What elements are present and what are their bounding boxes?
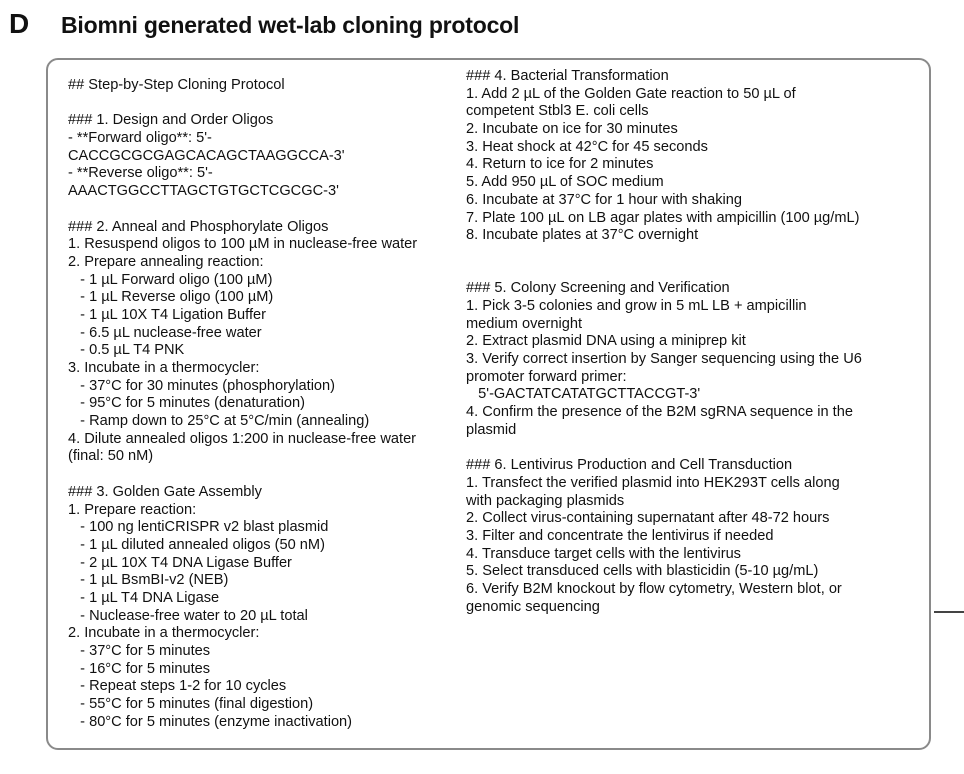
protocol-line: - Nuclease-free water to 20 µL total xyxy=(68,607,308,624)
protocol-line: 1. Transfect the verified plasmid into HEK293T cells along xyxy=(466,474,840,491)
protocol-line: - 80°C for 5 minutes (enzyme inactivation) xyxy=(68,713,353,730)
protocol-line: 5. Select transduced cells with blasticidin (5-10 µg/mL) xyxy=(466,563,819,580)
protocol-line: 2. Collect virus-containing supernatant after 48-72 hours xyxy=(466,510,830,527)
protocol-line: 2. Extract plasmid DNA using a miniprep kit xyxy=(466,333,746,350)
protocol-line: with packaging plasmids xyxy=(466,492,625,509)
protocol-line: 4. Transduce target cells with the lentivirus xyxy=(466,545,741,562)
protocol-line: - 6.5 µL nuclease-free water xyxy=(68,324,262,341)
protocol-line: ## Step-by-Step Cloning Protocol xyxy=(68,77,285,93)
protocol-line: - 1 µL diluted annealed oligos (50 nM) xyxy=(68,536,325,553)
protocol-line: 1. Add 2 µL of the Golden Gate reaction to 50 µL of xyxy=(466,85,796,102)
protocol-line: 1. Pick 3-5 colonies and grow in 5 mL LB + ampicillin xyxy=(466,297,807,314)
protocol-line: 5'-GACTATCATATGCTTACCGT-3' xyxy=(466,386,701,403)
protocol-line: ### 6. Lentivirus Production and Cell Transduction xyxy=(466,457,793,474)
protocol-line: 2. Prepare annealing reaction: xyxy=(68,253,264,270)
protocol-line: - 37°C for 30 minutes (phosphorylation) xyxy=(68,377,336,394)
protocol-line: ### 2. Anneal and Phosphorylate Oligos xyxy=(68,218,329,235)
protocol-line: 4. Return to ice for 2 minutes xyxy=(466,156,654,173)
protocol-line: 3. Filter and concentrate the lentivirus if needed xyxy=(466,527,774,544)
protocol-line: - 0.5 µL T4 PNK xyxy=(68,342,185,359)
left-column xyxy=(68,77,417,731)
protocol-line: 8. Incubate plates at 37°C overnight xyxy=(466,227,699,244)
protocol-line: - 55°C for 5 minutes (final digestion) xyxy=(68,696,314,713)
protocol-line: ### 3. Golden Gate Assembly xyxy=(68,483,262,500)
protocol-line: - 1 µL 10X T4 Ligation Buffer xyxy=(68,306,266,323)
protocol-line: ### 5. Colony Screening and Verification xyxy=(466,280,730,297)
protocol-line: 3. Verify correct insertion by Sanger sequencing using the U6 xyxy=(466,351,862,367)
protocol-line: - 2 µL 10X T4 DNA Ligase Buffer xyxy=(68,554,292,571)
right-column xyxy=(466,68,862,616)
protocol-line xyxy=(466,263,862,281)
protocol-line: 2. Incubate on ice for 30 minutes xyxy=(466,121,678,138)
panel-letter: D xyxy=(9,8,30,39)
protocol-line: 3. Heat shock at 42°C for 45 seconds xyxy=(466,138,708,155)
protocol-line: - 100 ng lentiCRISPR v2 blast plasmid xyxy=(68,519,329,536)
protocol-line: - 1 µL Reverse oligo (100 µM) xyxy=(68,289,274,306)
protocol-line: - 1 µL T4 DNA Ligase xyxy=(68,589,220,606)
protocol-line: - Ramp down to 25°C at 5°C/min (annealing) xyxy=(68,413,370,430)
protocol-line xyxy=(466,245,862,263)
protocol-line: 2. Incubate in a thermocycler: xyxy=(68,625,260,642)
protocol-line: - 1 µL BsmBI-v2 (NEB) xyxy=(68,572,229,589)
protocol-line: plasmid xyxy=(466,421,517,438)
protocol-line: 5. Add 950 µL of SOC medium xyxy=(466,174,664,191)
protocol-line: 1. Prepare reaction: xyxy=(68,501,197,518)
protocol-line: 4. Confirm the presence of the B2M sgRNA sequence in the xyxy=(466,404,853,421)
protocol-line: ### 1. Design and Order Oligos xyxy=(68,112,274,129)
protocol-line: genomic sequencing xyxy=(466,598,600,615)
protocol-line: 4. Dilute annealed oligos 1:200 in nuclease-free water xyxy=(68,430,417,447)
protocol-line: 3. Incubate in a thermocycler: xyxy=(68,360,260,376)
protocol-line: medium overnight xyxy=(466,315,582,332)
protocol-line: - **Forward oligo**: 5'- xyxy=(68,130,212,147)
protocol-line: competent Stbl3 E. coli cells xyxy=(466,103,649,120)
protocol-line: - 95°C for 5 minutes (denaturation) xyxy=(68,395,306,412)
protocol-line: 7. Plate 100 µL on LB agar plates with ampicillin (100 µg/mL) xyxy=(466,209,860,226)
protocol-line: promoter forward primer: xyxy=(466,368,627,385)
protocol-line xyxy=(68,201,417,219)
protocol-line: - 16°C for 5 minutes xyxy=(68,660,211,677)
protocol-line xyxy=(466,439,862,457)
protocol-line: AAACTGGCCTTAGCTGTGCTCGCGC-3' xyxy=(68,183,339,200)
protocol-line xyxy=(68,466,417,484)
protocol-line xyxy=(68,95,417,113)
protocol-line: CACCGCGCGAGCACAGCTAAGGCCA-3' xyxy=(68,147,345,164)
protocol-line: 6. Verify B2M knockout by flow cytometry, Western blot, or xyxy=(466,580,842,597)
protocol-line: - 1 µL Forward oligo (100 µM) xyxy=(68,271,273,288)
protocol-line: - Repeat steps 1-2 for 10 cycles xyxy=(68,678,287,695)
protocol-line: 1. Resuspend oligos to 100 µM in nuclease-free water xyxy=(68,236,418,253)
protocol-line: 6. Incubate at 37°C for 1 hour with shaking xyxy=(466,191,742,208)
edge-divider-line xyxy=(934,611,964,613)
protocol-line: ### 4. Bacterial Transformation xyxy=(466,68,669,84)
protocol-line: (final: 50 nM) xyxy=(68,448,154,465)
protocol-line: - 37°C for 5 minutes xyxy=(68,643,211,659)
figure-title: Biomni generated wet-lab cloning protocol xyxy=(61,12,520,38)
protocol-line: - **Reverse oligo**: 5'- xyxy=(68,165,213,182)
